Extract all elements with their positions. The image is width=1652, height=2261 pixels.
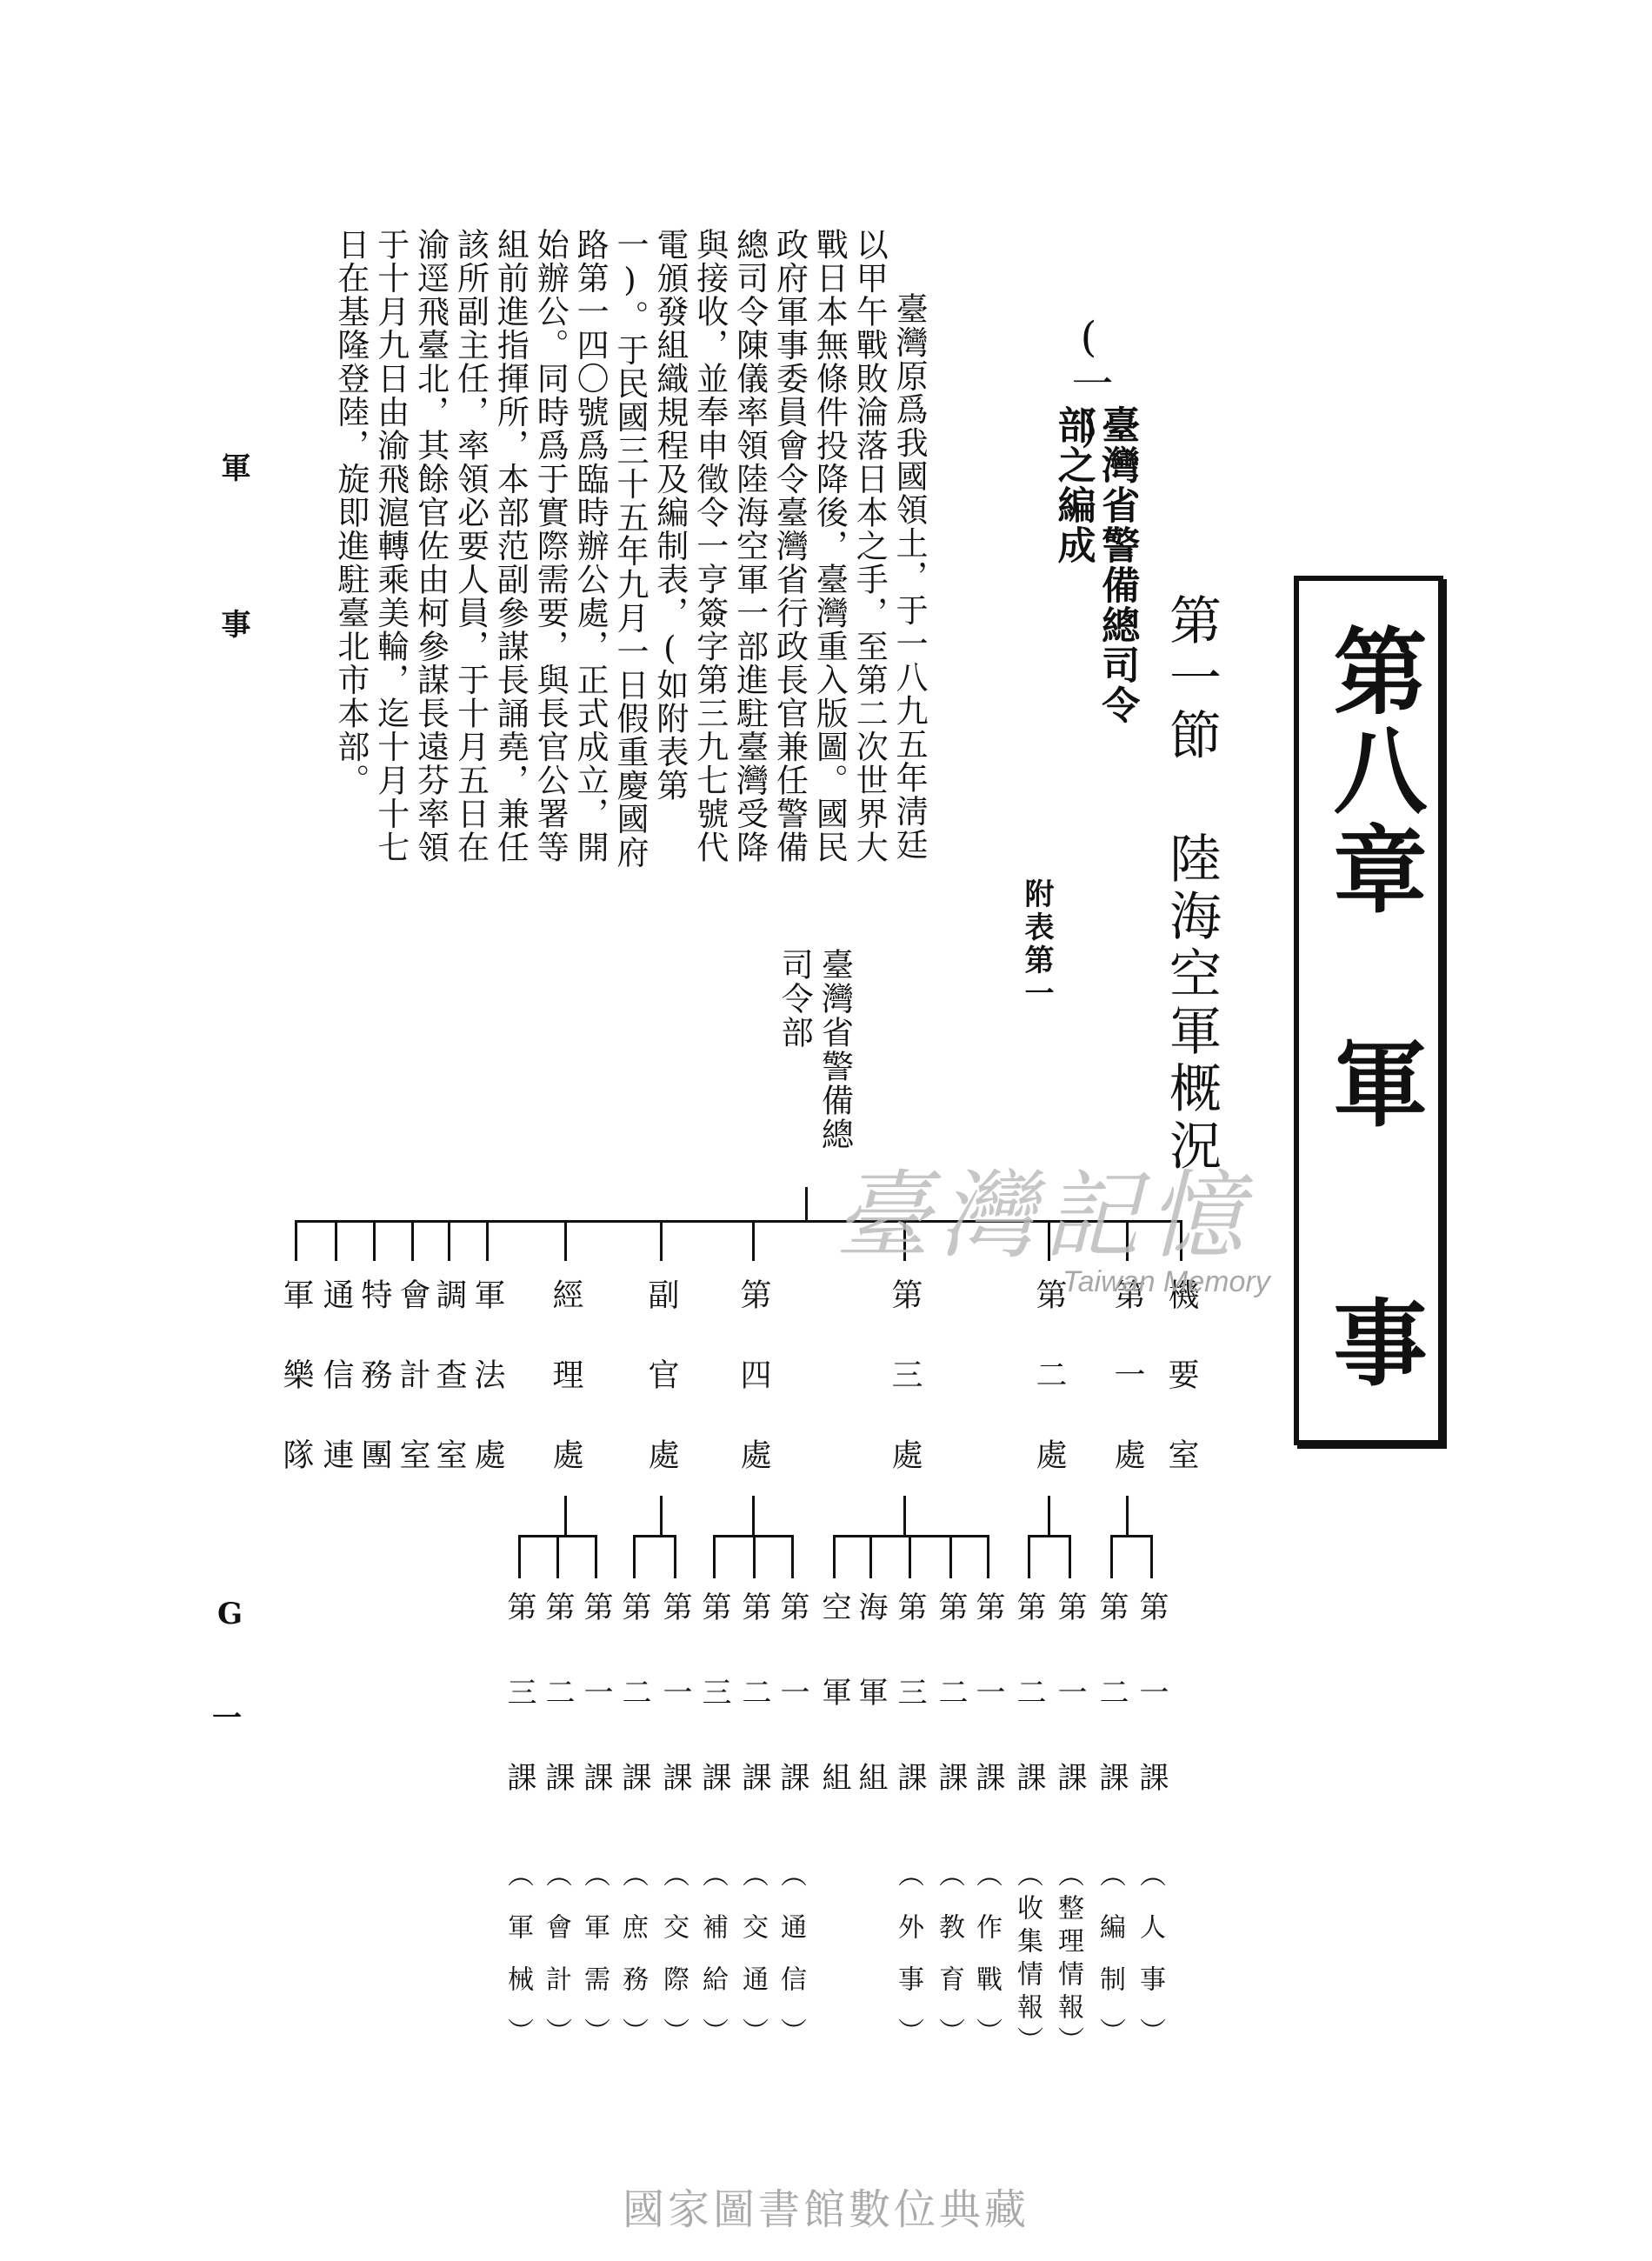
org-chart-sub-unit: 第一課 [1052, 1591, 1087, 1847]
watermark-english: Taiwan Memory [1062, 1265, 1270, 1298]
org-chart-sub-connector [869, 1535, 872, 1578]
org-chart-sub-unit: 第二課 [933, 1591, 968, 1847]
subsection-number: (一) [1064, 313, 1113, 452]
org-chart-sub-unit-duty: （收集情報） [1012, 1861, 1042, 2059]
subsection-title: 臺灣省警備總司令部之編成 [1050, 405, 1140, 725]
org-chart-dept-connector [295, 1220, 297, 1261]
running-head-part-2: 事 [216, 609, 250, 638]
org-chart-sub-unit-duty: （交通） [737, 1861, 768, 2070]
org-chart-sub-unit: 第三課 [892, 1591, 927, 1847]
org-chart-sub-unit: 第二課 [736, 1591, 771, 1847]
org-chart-branch-bar [1028, 1535, 1070, 1537]
org-chart-department: 機要室 [1163, 1278, 1199, 1518]
org-chart-sub-unit: 第一課 [657, 1591, 692, 1847]
org-chart-sub-unit: 第二課 [540, 1591, 575, 1847]
org-chart-sub-connector [949, 1535, 952, 1578]
org-chart-sub-unit: 第二課 [1094, 1591, 1129, 1847]
org-chart-sub-unit: 第一課 [970, 1591, 1005, 1847]
org-chart-sub-unit-duty: （庶務） [617, 1861, 648, 2070]
org-chart-branch-bar [633, 1535, 676, 1537]
chapter-title-box [1294, 576, 1443, 1445]
org-chart-department: 經理處 [548, 1278, 583, 1518]
org-chart-department: 會計室 [395, 1278, 430, 1518]
org-chart-sub-connector [987, 1535, 989, 1578]
table-reference: 附表第一 [1019, 878, 1054, 1010]
org-chart-branch-bar [1110, 1535, 1152, 1537]
chapter-title-last-char: 事 [1317, 1294, 1427, 1388]
body-text [330, 228, 929, 889]
org-chart-sub-unit: 第二課 [1011, 1591, 1046, 1847]
running-head-part-1: 軍 [216, 452, 250, 482]
watermark: 臺灣記憶 [835, 1160, 1252, 1271]
org-chart-dept-connector [486, 1220, 489, 1261]
org-chart-sub-unit: 第三課 [502, 1591, 536, 1847]
org-chart-sub-connector [674, 1535, 676, 1578]
org-chart-sub-unit: 第一課 [775, 1591, 809, 1847]
org-chart-department: 特務團 [356, 1278, 392, 1518]
org-chart-sub-unit: 空軍組 [816, 1591, 851, 1847]
org-chart-department: 副官處 [643, 1278, 679, 1518]
org-chart-dept-connector [411, 1220, 414, 1261]
footer-credit: 國家圖書館數位典藏 [622, 2185, 1029, 2234]
org-chart-sub-connector [1028, 1535, 1030, 1578]
org-chart-sub-unit-duty: （軍械） [503, 1861, 533, 2070]
section-title: 第一節 陸海空軍概況 [1161, 593, 1222, 1176]
org-chart-sub-unit-duty: （整理情報） [1053, 1861, 1083, 2059]
org-chart-sub-unit-duty: （教育） [934, 1861, 964, 2070]
org-chart-sub-connector [518, 1535, 521, 1578]
chapter-title: 第八章 軍 [1317, 623, 1427, 1134]
org-chart-sub-connector [753, 1535, 756, 1578]
org-chart-dept-connector [660, 1220, 663, 1261]
org-chart-dept-connector [564, 1220, 567, 1261]
page-number-numeral: 一 [212, 1701, 242, 1736]
org-chart-root-connector [805, 1187, 808, 1222]
org-chart-sub-connector [1110, 1535, 1113, 1578]
org-chart-sub-unit: 第一課 [1134, 1591, 1169, 1847]
org-chart-sub-unit-duty: （通信） [776, 1861, 806, 2070]
org-chart-sub-connector [556, 1535, 559, 1578]
org-chart-department: 第二處 [1031, 1278, 1067, 1518]
org-chart-sub-unit-duty: （外事） [893, 1861, 923, 2070]
org-chart-sub-unit-duty: （交際） [658, 1861, 689, 2070]
org-chart-sub-unit-duty: （補給） [697, 1861, 728, 2070]
org-chart-dept-connector [335, 1220, 337, 1261]
org-chart-root: 臺灣省警備總司令部 [776, 948, 854, 1151]
org-chart-department: 通信連 [318, 1278, 354, 1518]
org-chart-sub-unit-duty: （會計） [541, 1861, 571, 2070]
org-chart-sub-unit: 海軍組 [853, 1591, 888, 1847]
org-chart-sub-unit: 第三課 [696, 1591, 731, 1847]
org-chart-sub-connector [1150, 1535, 1153, 1578]
org-chart-sub-unit-duty: （軍需） [579, 1861, 610, 2070]
org-chart-sub-connector [1069, 1535, 1071, 1578]
org-chart-sub-connector [595, 1535, 597, 1578]
org-chart-sub-unit-duty: （編制） [1095, 1861, 1125, 2070]
org-chart-sub-unit-duty: （人事） [1135, 1861, 1165, 2070]
org-chart-department: 第一處 [1109, 1278, 1145, 1518]
org-chart-dept-connector [752, 1220, 755, 1261]
org-chart-sub-unit: 第一課 [578, 1591, 613, 1847]
org-chart-department: 調查室 [431, 1278, 467, 1518]
org-chart-dept-connector [448, 1220, 450, 1261]
org-chart-sub-connector [909, 1535, 911, 1578]
org-chart-dept-connector [373, 1220, 376, 1261]
org-chart-sub-connector [791, 1535, 794, 1578]
body-paragraph: 臺灣原爲我國領土，于一八九五年淸廷以甲午戰敗淪落日本之手，至第二次世界大戰日本無條件投降後，臺灣重入版圖。國民政府軍事委員會令臺灣省行政長官兼任警備總司令陳儀率領陸海空軍一部進駐臺灣受降與接收，並奉申徵令一亨簽字第三九七號代電頒發組織規程及編制表，(如附表第一)。于民國三十五年九月一日假重慶國府路第一四〇號爲臨時辦公處，正式成立，開始辦公。同時爲于實際需要，與長官公署等組前進指揮所，本部范副參謀長誦堯，兼任該所副主任，率領必要人員，于十月五日在渝逕飛臺北，其餘官佐由柯參謀長遠芬率領于十月九日由渝飛滬轉乘美輪，迄十月十七日在基隆登陸，旋即進駐臺北市本部。 [331, 228, 929, 870]
org-chart-department: 軍法處 [470, 1278, 505, 1518]
org-chart-department: 軍樂隊 [278, 1278, 314, 1518]
org-chart-sub-unit-duty: （作戰） [971, 1861, 1002, 2070]
org-chart-department: 第四處 [736, 1278, 771, 1518]
org-chart-sub-connector [633, 1535, 636, 1578]
org-chart-sub-connector [833, 1535, 836, 1578]
org-chart-sub-connector [713, 1535, 716, 1578]
page-number-letter: G [217, 1597, 243, 1631]
org-chart-department: 第三處 [887, 1278, 923, 1518]
org-chart-sub-unit: 第二課 [616, 1591, 651, 1847]
